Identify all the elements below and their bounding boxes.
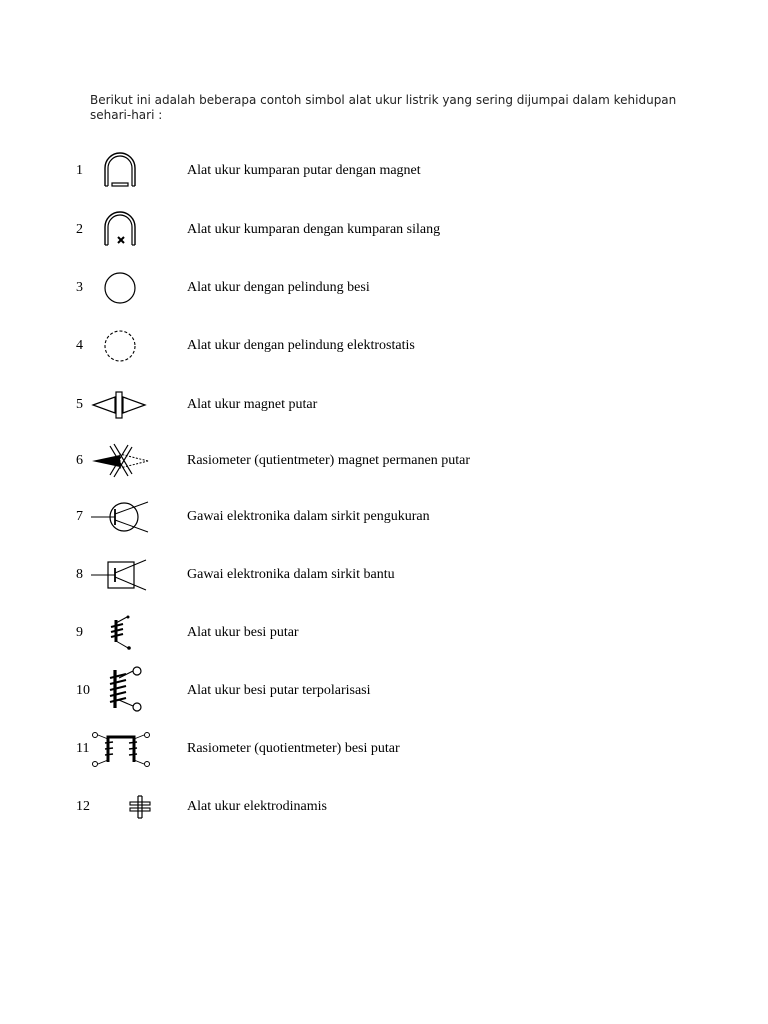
item-number: 1 [76, 163, 83, 178]
list-item [0, 492, 768, 542]
item-label: Alat ukur besi putar [187, 625, 299, 640]
item-label: Alat ukur besi putar terpolarisasi [187, 683, 371, 698]
item-number: 10 [76, 683, 90, 698]
item-label: Alat ukur elektrodinamis [187, 799, 327, 814]
list-item [0, 263, 768, 313]
list-item [0, 436, 768, 486]
item-label: Alat ukur dengan pelindung besi [187, 280, 370, 295]
list-item [0, 782, 768, 832]
list-item [0, 321, 768, 371]
item-number: 8 [76, 567, 83, 582]
item-number: 11 [76, 741, 90, 756]
item-number: 7 [76, 509, 83, 524]
transistor-box-icon [88, 550, 158, 600]
item-label: Rasiometer (qutientmeter) magnet permanen putar [187, 453, 471, 468]
item-number: 12 [76, 799, 90, 814]
ratiometer-magnet-icon [88, 436, 158, 486]
circle-icon [88, 263, 158, 313]
item-number: 3 [76, 280, 83, 295]
list-item [0, 146, 768, 196]
item-number: 6 [76, 453, 83, 468]
list-item [0, 205, 768, 255]
intro-text: Berikut ini adalah beberapa contoh simbol alat ukur listrik yang sering dijumpai dalam kehidupan sehari-hari : [90, 93, 677, 122]
item-number: 5 [76, 397, 83, 412]
horseshoe-magnet-icon [88, 146, 158, 196]
item-label: Rasiometer (quotientmeter) besi putar [187, 741, 400, 756]
list-item [0, 380, 768, 430]
item-number: 9 [76, 625, 83, 640]
iron-ratiometer-icon [88, 724, 158, 774]
item-label: Alat ukur kumparan dengan kumparan silang [187, 222, 441, 237]
item-label: Gawai elektronika dalam sirkit pengukuran [187, 509, 430, 524]
item-label: Alat ukur kumparan putar dengan magnet [187, 163, 421, 178]
list-item [0, 550, 768, 600]
item-label: Gawai elektronika dalam sirkit bantu [187, 567, 395, 582]
electrodynamic-icon [88, 782, 158, 832]
item-label: Alat ukur dengan pelindung elektrostatis [187, 338, 415, 353]
transistor-circle-icon [88, 492, 158, 542]
list-item [0, 608, 768, 658]
item-number: 4 [76, 338, 83, 353]
list-item [0, 724, 768, 774]
list-item [0, 666, 768, 716]
horseshoe-magnet-cross-icon [88, 205, 158, 255]
item-label: Alat ukur magnet putar [187, 397, 318, 412]
item-number: 2 [76, 222, 83, 237]
rotating-magnet-icon [88, 380, 158, 430]
polarized-iron-icon [88, 666, 158, 716]
dashed-circle-icon [88, 321, 158, 371]
rotating-iron-icon [88, 608, 158, 658]
